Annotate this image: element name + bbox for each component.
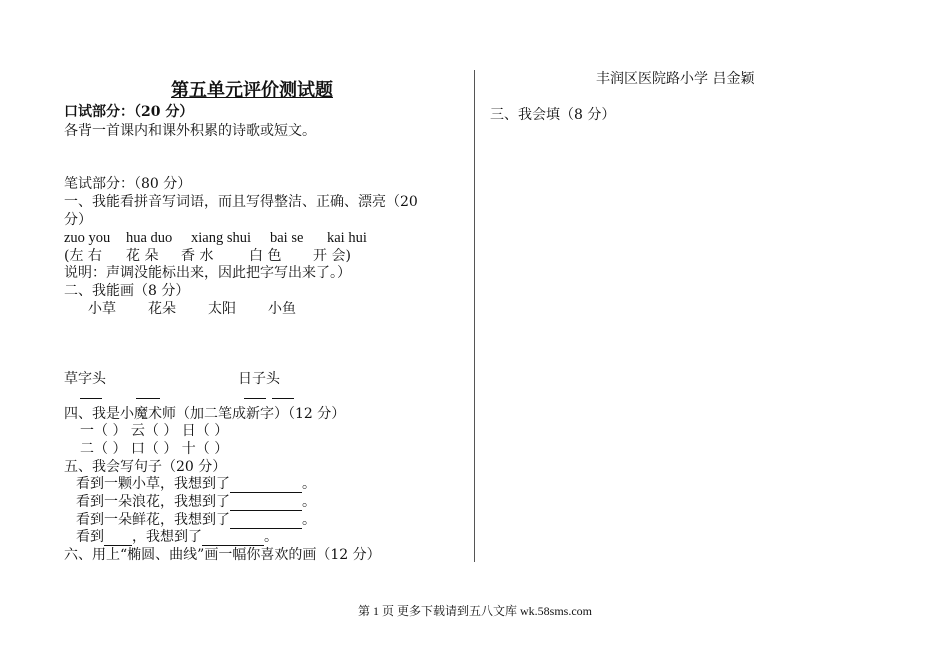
answer-blank bbox=[80, 398, 102, 399]
pinyin-word: bai se bbox=[270, 230, 304, 246]
page-footer: 第 1 页 更多下载请到五八文库 wk.58sms.com bbox=[357, 604, 592, 618]
sentence-suffix: 。 bbox=[302, 512, 316, 528]
pinyin-word: kai hui bbox=[327, 230, 367, 246]
hanzi-word: 白 色 bbox=[249, 248, 282, 264]
sentence-prefix: 看到一朵鲜花，我想到了 bbox=[76, 512, 230, 528]
pinyin-row bbox=[64, 229, 367, 247]
sentence-line bbox=[76, 511, 316, 529]
question-1-line-1: 一、我能看拼音写词语，而且写得整洁、正确、漂亮（20 bbox=[64, 194, 418, 210]
question-3: 三、我会填（8 分） bbox=[490, 107, 616, 123]
question-4: 四、我是小魔术师（加二笔成新字）（12 分） bbox=[64, 406, 346, 422]
draw-item: 小草 bbox=[88, 301, 116, 317]
sentence-suffix: 。 bbox=[302, 494, 316, 510]
sentence-suffix: 。 bbox=[264, 529, 278, 545]
oral-instruction: 各背一首课内和课外积累的诗歌或短文。 bbox=[64, 123, 316, 139]
question-4-row-2: 二（ ） 口（ ） 十（ ） bbox=[80, 441, 229, 457]
note-line: 说明：声调没能标出来，因此把字写出来了。） bbox=[64, 265, 351, 281]
question-6: 六、用上“椭圆、曲线”画一幅你喜欢的画（12 分） bbox=[64, 547, 381, 563]
hanzi-row bbox=[64, 247, 351, 265]
pinyin-word: xiang shui bbox=[191, 230, 252, 246]
oral-heading: 口试部分：（20 分） bbox=[64, 104, 194, 120]
hanzi-word: 花 朵 bbox=[126, 248, 159, 264]
hanzi-word: 开 会) bbox=[313, 248, 351, 264]
draw-item: 小鱼 bbox=[268, 301, 296, 317]
sentence-line bbox=[76, 475, 316, 493]
hanzi-word: 香 水 bbox=[181, 248, 214, 264]
radical-grass: 草字头 bbox=[64, 371, 106, 387]
column-divider bbox=[474, 70, 475, 562]
question-4-row-1: 一（ ） 云（ ） 日（ ） bbox=[80, 423, 229, 439]
answer-blank bbox=[202, 531, 264, 546]
written-heading: 笔试部分：（80 分） bbox=[64, 176, 192, 192]
draw-items bbox=[88, 300, 328, 318]
question-5: 五、我会写句子（20 分） bbox=[64, 459, 227, 475]
question-2: 二、我能画（8 分） bbox=[64, 283, 190, 299]
draw-item: 太阳 bbox=[208, 301, 236, 317]
answer-blank bbox=[230, 496, 302, 511]
answer-blank bbox=[104, 531, 132, 546]
question-1-line-2: 分） bbox=[64, 212, 92, 228]
sentence-prefix: 看到一颗小草，我想到了 bbox=[76, 476, 230, 492]
sentence-prefix: 看到 bbox=[76, 529, 104, 545]
school-author: 丰润区医院路小学 吕金颖 bbox=[596, 71, 755, 87]
sentence-line bbox=[76, 528, 278, 546]
sentence-middle: ，我想到了 bbox=[132, 529, 202, 545]
radical-sun: 日子头 bbox=[238, 371, 280, 387]
hanzi-word: (左 右 bbox=[64, 248, 102, 264]
sentence-prefix: 看到一朵浪花，我想到了 bbox=[76, 494, 230, 510]
answer-blank bbox=[230, 514, 302, 529]
answer-blank bbox=[244, 398, 266, 399]
answer-blank bbox=[230, 478, 302, 493]
sentence-suffix: 。 bbox=[302, 476, 316, 492]
pinyin-word: zuo you bbox=[64, 230, 111, 246]
answer-blank bbox=[136, 398, 160, 399]
draw-item: 花朵 bbox=[148, 301, 176, 317]
answer-blank bbox=[272, 398, 294, 399]
pinyin-word: hua duo bbox=[126, 230, 173, 246]
page-title: 第五单元评价测试题 bbox=[171, 80, 333, 101]
sentence-line bbox=[76, 493, 316, 511]
